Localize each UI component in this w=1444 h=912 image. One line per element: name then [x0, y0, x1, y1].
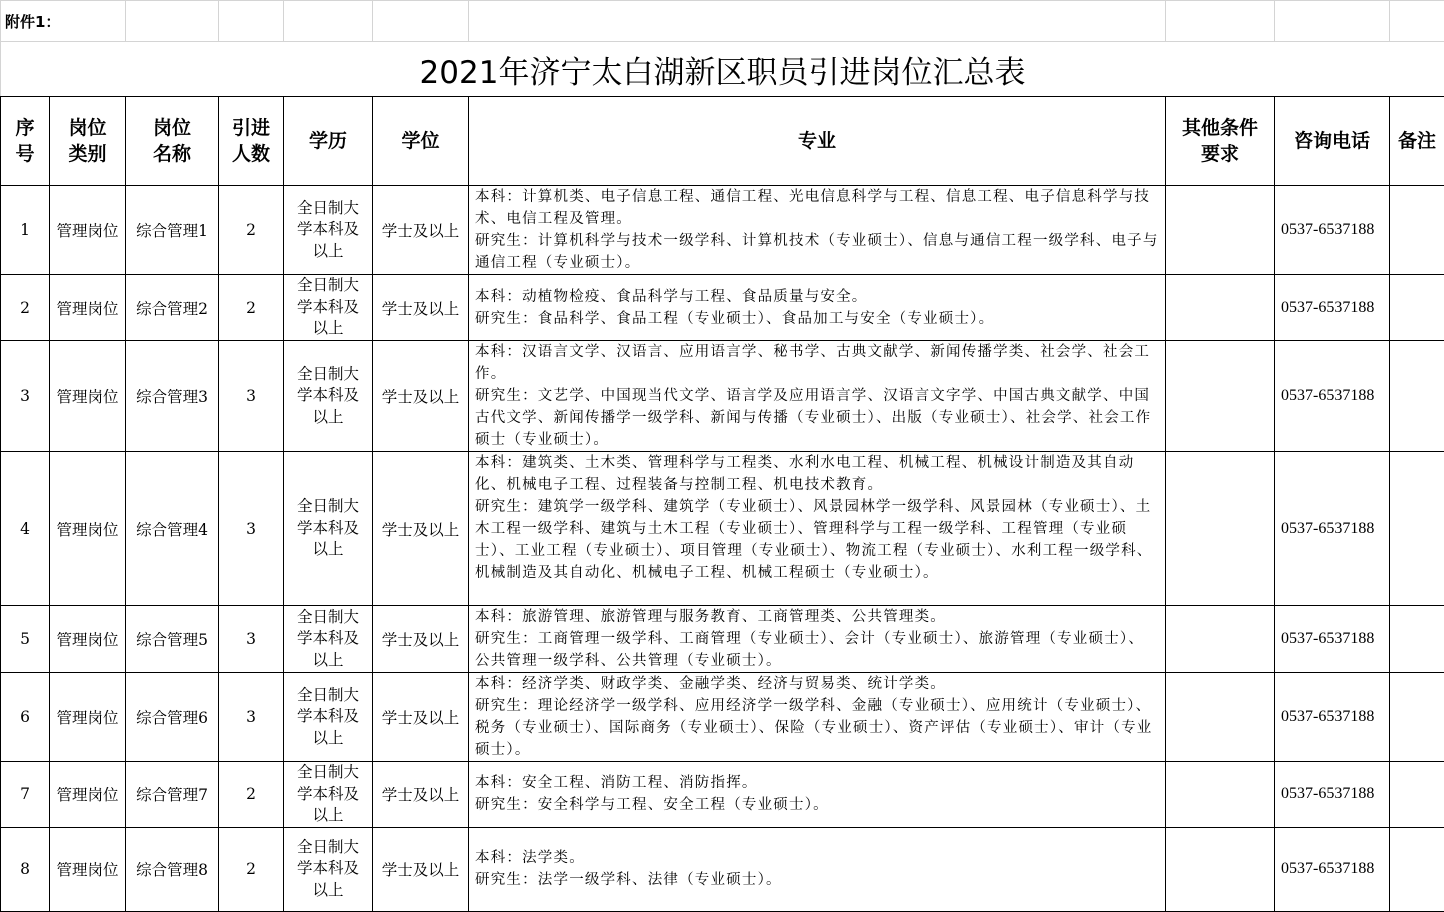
header-major: 专业 [469, 97, 1166, 186]
table-row [1, 452, 1444, 606]
major-undergrad: 本科：法学类。 [475, 847, 1159, 869]
cell-degree: 学士及以上 [373, 275, 469, 341]
cell-phone: 0537-6537188 [1275, 673, 1390, 762]
table-row [1, 341, 1444, 452]
cell-seq: 5 [1, 606, 50, 673]
table-row [1, 606, 1444, 673]
education-text: 全日制大学本科及以上 [294, 198, 362, 263]
page-title: 2021年济宁太白湖新区职员引进岗位汇总表 [1, 42, 1444, 97]
attachment-label: 附件1： [1, 1, 126, 42]
cell-type: 管理岗位 [50, 275, 126, 341]
cell-major [469, 341, 1166, 452]
cell-type: 管理岗位 [50, 673, 126, 762]
cell-remark [1390, 275, 1444, 341]
header-seq: 序号 [1, 97, 50, 186]
major-grad: 研究生：计算机科学与技术一级学科、计算机技术（专业硕士）、信息与通信工程一级学科、电子与通信工程（专业硕士）。 [475, 230, 1159, 274]
cell-type: 管理岗位 [50, 827, 126, 911]
cell-type: 管理岗位 [50, 186, 126, 275]
header-degree: 学位 [373, 97, 469, 186]
cell-education [284, 673, 373, 762]
cell-education [284, 341, 373, 452]
major-undergrad: 本科：旅游管理、旅游管理与服务教育、工商管理类、公共管理类。 [475, 606, 1159, 628]
cell-count: 3 [219, 452, 284, 606]
cell-major [469, 186, 1166, 275]
cell-phone: 0537-6537188 [1275, 762, 1390, 828]
cell-type: 管理岗位 [50, 762, 126, 828]
cell-degree: 学士及以上 [373, 452, 469, 606]
cell-type: 管理岗位 [50, 606, 126, 673]
title-row [1, 42, 1444, 97]
cell-seq: 6 [1, 673, 50, 762]
major-grad: 研究生：安全科学与工程、安全工程（专业硕士）。 [475, 794, 1159, 816]
major-grad: 研究生：法学一级学科、法律（专业硕士）。 [475, 869, 1159, 891]
cell-remark [1390, 762, 1444, 828]
cell-other [1166, 762, 1275, 828]
cell-major [469, 827, 1166, 911]
education-text: 全日制大学本科及以上 [294, 364, 362, 429]
cell-type: 管理岗位 [50, 341, 126, 452]
cell-count: 2 [219, 186, 284, 275]
cell-name: 综合管理8 [126, 827, 219, 911]
cell-education [284, 186, 373, 275]
cell-degree: 学士及以上 [373, 341, 469, 452]
cell-seq: 2 [1, 275, 50, 341]
table-row [1, 762, 1444, 828]
cell-seq: 8 [1, 827, 50, 911]
cell-remark [1390, 606, 1444, 673]
cell-major [469, 762, 1166, 828]
cell-count: 3 [219, 341, 284, 452]
cell-name: 综合管理7 [126, 762, 219, 828]
header-remark: 备注 [1390, 97, 1444, 186]
cell-name: 综合管理2 [126, 275, 219, 341]
education-text: 全日制大学本科及以上 [294, 685, 362, 750]
cell-name: 综合管理6 [126, 673, 219, 762]
header-row [1, 97, 1444, 186]
cell-education [284, 606, 373, 673]
cell-education [284, 762, 373, 828]
cell-remark [1390, 186, 1444, 275]
attachment-row [1, 1, 1444, 42]
cell-other [1166, 186, 1275, 275]
major-grad: 研究生：工商管理一级学科、工商管理（专业硕士）、会计（专业硕士）、旅游管理（专业硕士）、公共管理一级学科、公共管理（专业硕士）。 [475, 628, 1159, 672]
cell-major [469, 606, 1166, 673]
table-row [1, 827, 1444, 911]
cell-seq: 7 [1, 762, 50, 828]
education-text: 全日制大学本科及以上 [294, 496, 362, 561]
major-grad: 研究生：食品科学、食品工程（专业硕士）、食品加工与安全（专业硕士）。 [475, 308, 1159, 330]
header-education: 学历 [284, 97, 373, 186]
cell-other [1166, 673, 1275, 762]
cell-phone: 0537-6537188 [1275, 606, 1390, 673]
education-text: 全日制大学本科及以上 [294, 275, 362, 340]
cell-other [1166, 827, 1275, 911]
cell-seq: 3 [1, 341, 50, 452]
education-text: 全日制大学本科及以上 [294, 837, 362, 902]
cell-count: 3 [219, 673, 284, 762]
major-grad: 研究生：文艺学、中国现当代文学、语言学及应用语言学、汉语言文字学、中国古典文献学、中国古代文学、新闻传播学一级学科、新闻与传播（专业硕士）、出版（专业硕士）、社会学、社会工作硕士（专业硕士）。 [475, 385, 1159, 451]
table-row [1, 186, 1444, 275]
major-undergrad: 本科：汉语言文学、汉语言、应用语言学、秘书学、古典文献学、新闻传播学类、社会学、社会工作。 [475, 341, 1159, 385]
major-undergrad: 本科：建筑类、土木类、管理科学与工程类、水利水电工程、机械工程、机械设计制造及其自动化、机械电子工程、过程装备与控制工程、机电技术教育。 [475, 452, 1159, 496]
cell-degree: 学士及以上 [373, 606, 469, 673]
cell-phone: 0537-6537188 [1275, 827, 1390, 911]
cell-type: 管理岗位 [50, 452, 126, 606]
cell-other [1166, 275, 1275, 341]
cell-education [284, 452, 373, 606]
cell-count: 2 [219, 827, 284, 911]
cell-other [1166, 452, 1275, 606]
cell-major [469, 673, 1166, 762]
header-type: 岗位类别 [50, 97, 126, 186]
major-undergrad: 本科：动植物检疫、食品科学与工程、食品质量与安全。 [475, 286, 1159, 308]
header-phone: 咨询电话 [1275, 97, 1390, 186]
major-grad: 研究生：建筑学一级学科、建筑学（专业硕士）、风景园林学一级学科、风景园林（专业硕士）、土木工程一级学科、建筑与土木工程（专业硕士）、管理科学与工程一级学科、工程管理（专业硕士）、工业工程（专业硕士）、项目管理（专业硕士）、物流工程（专业硕士）、水利工程一级学科、机械制造及其自动化、机械电子工程、机械工程硕士（专业硕士）。 [475, 496, 1159, 584]
cell-major [469, 452, 1166, 606]
cell-education [284, 827, 373, 911]
cell-remark [1390, 341, 1444, 452]
table-row [1, 673, 1444, 762]
cell-name: 综合管理4 [126, 452, 219, 606]
cell-seq: 1 [1, 186, 50, 275]
education-text: 全日制大学本科及以上 [294, 762, 362, 827]
cell-remark [1390, 452, 1444, 606]
cell-other [1166, 606, 1275, 673]
cell-seq: 4 [1, 452, 50, 606]
cell-degree: 学士及以上 [373, 673, 469, 762]
cell-major [469, 275, 1166, 341]
cell-degree: 学士及以上 [373, 827, 469, 911]
cell-phone: 0537-6537188 [1275, 186, 1390, 275]
cell-phone: 0537-6537188 [1275, 275, 1390, 341]
cell-count: 2 [219, 762, 284, 828]
cell-count: 2 [219, 275, 284, 341]
header-other: 其他条件要求 [1166, 97, 1275, 186]
cell-count: 3 [219, 606, 284, 673]
cell-name: 综合管理3 [126, 341, 219, 452]
cell-phone: 0537-6537188 [1275, 341, 1390, 452]
cell-degree: 学士及以上 [373, 186, 469, 275]
table-row [1, 275, 1444, 341]
header-count: 引进人数 [219, 97, 284, 186]
major-undergrad: 本科：计算机类、电子信息工程、通信工程、光电信息科学与工程、信息工程、电子信息科学与技术、电信工程及管理。 [475, 186, 1159, 230]
major-grad: 研究生：理论经济学一级学科、应用经济学一级学科、金融（专业硕士）、应用统计（专业硕士）、税务（专业硕士）、国际商务（专业硕士）、保险（专业硕士）、资产评估（专业硕士）、审计（专业硕士）。 [475, 695, 1159, 761]
cell-education [284, 275, 373, 341]
education-text: 全日制大学本科及以上 [294, 607, 362, 672]
cell-degree: 学士及以上 [373, 762, 469, 828]
cell-name: 综合管理5 [126, 606, 219, 673]
major-undergrad: 本科：经济学类、财政学类、金融学类、经济与贸易类、统计学类。 [475, 673, 1159, 695]
cell-remark [1390, 673, 1444, 762]
header-name: 岗位名称 [126, 97, 219, 186]
cell-name: 综合管理1 [126, 186, 219, 275]
cell-phone: 0537-6537188 [1275, 452, 1390, 606]
major-undergrad: 本科：安全工程、消防工程、消防指挥。 [475, 772, 1159, 794]
cell-remark [1390, 827, 1444, 911]
cell-other [1166, 341, 1275, 452]
